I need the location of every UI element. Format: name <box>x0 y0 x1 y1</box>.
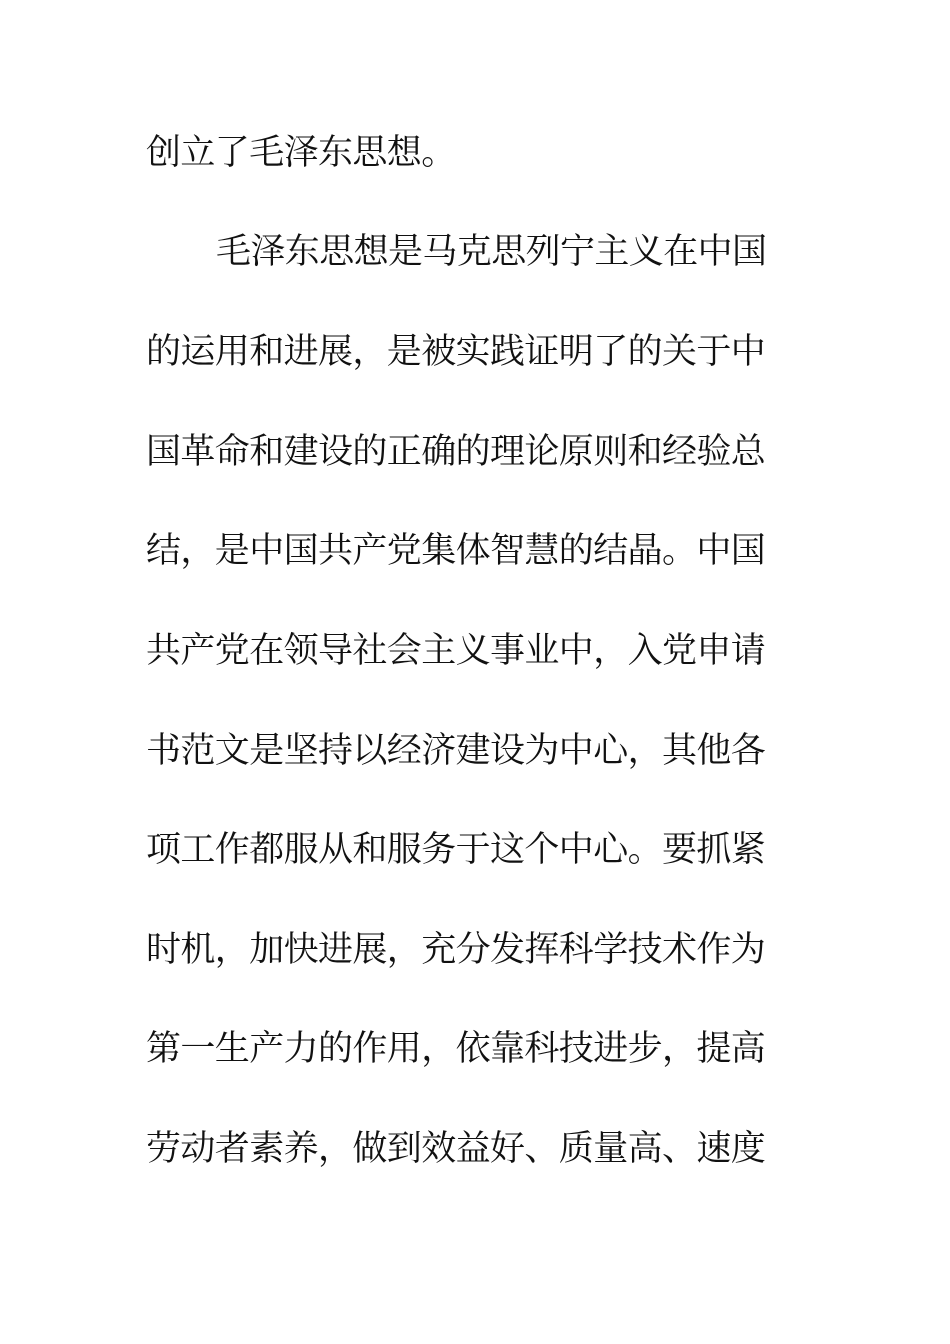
paragraph-first-line: 毛泽东思想是马克思列宁主义在中国 <box>216 232 767 272</box>
text-line: 劳动者素养，做到效益好、质量高、速度 <box>146 1129 766 1169</box>
text-line: 时机，加快进展，充分发挥科学技术作为 <box>146 930 766 970</box>
text-line: 共产党在领导社会主义事业中，入党申请 <box>146 631 766 671</box>
text-line: 国革命和建设的正确的理论原则和经验总 <box>146 432 766 472</box>
text-line: 书范文是坚持以经济建设为中心，其他各 <box>146 731 766 771</box>
text-line: 项工作都服从和服务于这个中心。要抓紧 <box>146 830 766 870</box>
text-line: 的运用和进展，是被实践证明了的关于中 <box>146 332 766 372</box>
text-line: 创立了毛泽东思想。 <box>146 133 456 173</box>
text-line: 结，是中国共产党集体智慧的结晶。中国 <box>146 531 766 571</box>
text-line: 第一生产力的作用，依靠科技进步，提高 <box>146 1029 766 1069</box>
